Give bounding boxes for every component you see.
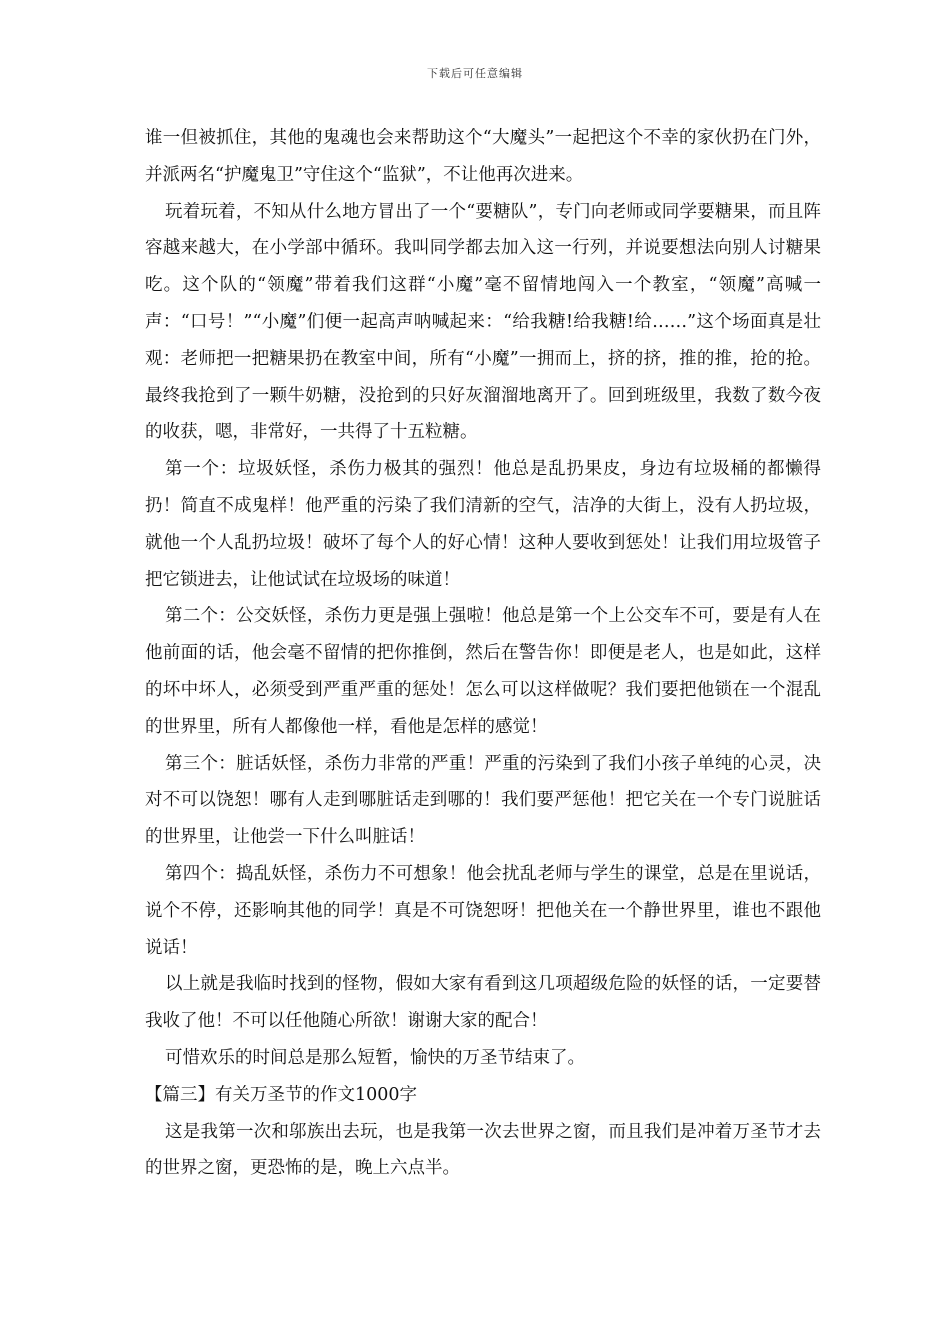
page-header-note: 下载后可任意编辑 bbox=[427, 67, 523, 80]
paragraph-monster-two: 第二个：公交妖怪，杀伤力更是强上强啦！他总是第一个上公交车不可，要是有人在他前面的话，他会毫不留情的把你推倒，然后在警告你！即便是老人，也是如此，这样的坏中坏人，必须受到严重严重的惩处！怎么可以这样做呢？我们要把他锁在一个混乱的世界里，所有人都像他一样，看他是怎样的感觉！ bbox=[145, 606, 821, 737]
paragraph-ending: 可惜欢乐的时间总是那么短暂，愉快的万圣节结束了。 bbox=[165, 1047, 585, 1068]
paragraph-section-three-intro: 这是我第一次和邬族出去玩，也是我第一次去世界之窗，而且我们是冲着万圣节才去的世界之窗，更恐怖的是，晚上六点半。 bbox=[145, 1121, 821, 1179]
paragraph-continuation: 谁一但被抓住，其他的鬼魂也会来帮助这个“大魔头”一起把这个不幸的家伙扔在门外，并派两名“护魔鬼卫”守住这个“监狱”，不让他再次进来。 bbox=[145, 128, 821, 185]
paragraph-summary: 以上就是我临时找到的怪物，假如大家有看到这几项超级危险的妖怪的话，一定要替我收了他！不可以任他随心所欲！谢谢大家的配合！ bbox=[145, 974, 821, 1032]
section-heading: 【篇三】有关万圣节的作文1000字 bbox=[145, 1084, 418, 1105]
paragraph-monster-one: 第一个：垃圾妖怪，杀伤力极其的强烈！他总是乱扔果皮，身边有垃圾桶的都懒得扔！简直不成鬼样！他严重的污染了我们清新的空气，洁净的大街上，没有人扔垃圾，就他一个人乱扔垃圾！破坏了每个人的好心情！这种人要收到惩处！让我们用垃圾管子把它锁进去，让他试试在垃圾场的味道！ bbox=[145, 459, 821, 590]
paragraph-monster-three: 第三个：脏话妖怪，杀伤力非常的严重！严重的污染到了我们小孩子单纯的心灵，决对不可以饶恕！哪有人走到哪脏话走到哪的！我们要严惩他！把它关在一个专门说脏话的世界里，让他尝一下什么叫脏话！ bbox=[145, 753, 821, 848]
paragraph-monster-four: 第四个：捣乱妖怪，杀伤力不可想象！他会扰乱老师与学生的课堂，总是在里说话，说个不停，还影响其他的同学！真是不可饶恕呀！把他关在一个静世界里，谁也不跟他说话！ bbox=[145, 863, 821, 958]
paragraph-candy-team: 玩着玩着，不知从什么地方冒出了一个“要糖队”，专门向老师或同学要糖果，而且阵容越来越大，在小学部中循环。我叫同学都去加入这一行列，并说要想法向别人讨糖果吃。这个队的“领魔”带着我们这群“小魔”毫不留情地闯入一个教室，“领魔”高喊一声：“口号！”“小魔”们便一起高声呐喊起来：“给我糖!给我糖!给……”这个场面真是壮观：老师把一把糖果扔在教室中间，所有“小魔”一拥而上，挤的挤，推的推，抢的抢。最终我抢到了一颗牛奶糖，没抢到的只好灰溜溜地离开了。回到班级里，我数了数今夜的收获，嗯，非常好，一共得了十五粒糖。 bbox=[145, 201, 821, 443]
document-body bbox=[145, 120, 821, 1187]
